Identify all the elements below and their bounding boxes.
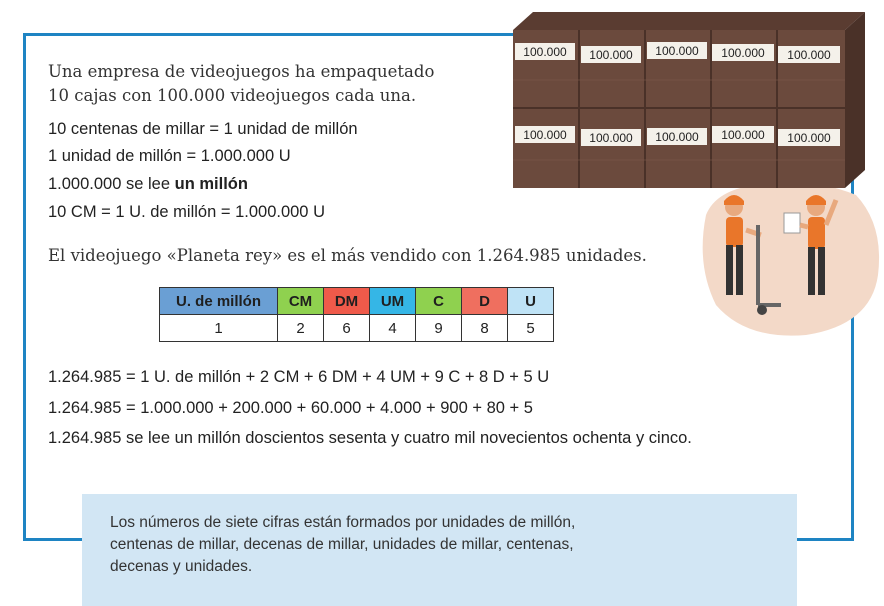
intro-line-1: Una empresa de videojuegos ha empaquetado [48, 62, 435, 81]
workers-illustration [686, 175, 884, 345]
box-label: 100.000 [589, 131, 633, 145]
note-line-2: centenas de millar, decenas de millar, unidades de millar, centenas, [110, 536, 574, 553]
box-label: 100.000 [655, 130, 699, 144]
decomposition-2: 1.264.985 = 1.000.000 + 200.000 + 60.000 + 4.000 + 900 + 80 + 5 [48, 399, 533, 417]
value-cell: 2 [278, 315, 324, 342]
header-cell: U [508, 288, 554, 315]
equality-1: 10 centenas de millar = 1 unidad de millón [48, 120, 358, 138]
header-cell: CM [278, 288, 324, 315]
equality-3-text: 1.000.000 se lee [48, 175, 175, 193]
box-label: 100.000 [721, 46, 765, 60]
equality-3-bold: un millón [174, 175, 248, 193]
box-label: 100.000 [523, 128, 567, 142]
header-cell: DM [324, 288, 370, 315]
box-label: 100.000 [589, 48, 633, 62]
box-label: 100.000 [721, 128, 765, 142]
note-line-1: Los números de siete cifras están formados por unidades de millón, [110, 514, 576, 531]
table-row [160, 315, 554, 342]
decomposition-3: 1.264.985 se lee un millón doscientos sesenta y cuatro mil novecientos ochenta y cinco. [48, 429, 692, 447]
box-label: 100.000 [655, 44, 699, 58]
value-cell: 5 [508, 315, 554, 342]
decomposition-1: 1.264.985 = 1 U. de millón + 2 CM + 6 DM + 4 UM + 9 C + 8 D + 5 U [48, 368, 550, 386]
equality-2: 1 unidad de millón = 1.000.000 U [48, 147, 291, 165]
place-value-table [159, 287, 554, 342]
value-cell: 1 [160, 315, 278, 342]
definition-note [82, 494, 797, 606]
equality-4: 10 CM = 1 U. de millón = 1.000.000 U [48, 203, 325, 221]
value-cell: 6 [324, 315, 370, 342]
value-cell: 9 [416, 315, 462, 342]
header-cell: D [462, 288, 508, 315]
box-label: 100.000 [787, 48, 831, 62]
value-cell: 8 [462, 315, 508, 342]
box-label: 100.000 [523, 45, 567, 59]
equality-3 [48, 175, 248, 194]
game-sentence: El videojuego «Planeta rey» es el más vendido con 1.264.985 unidades. [48, 246, 647, 265]
box-label: 100.000 [787, 131, 831, 145]
stacked-boxes-illustration [505, 10, 865, 190]
header-cell: U. de millón [160, 288, 278, 315]
note-line-3: decenas y unidades. [110, 558, 253, 575]
header-cell: C [416, 288, 462, 315]
value-cell: 4 [370, 315, 416, 342]
intro-line-2: 10 cajas con 100.000 videojuegos cada una. [48, 86, 417, 105]
header-cell: UM [370, 288, 416, 315]
table-header-row [160, 288, 554, 315]
